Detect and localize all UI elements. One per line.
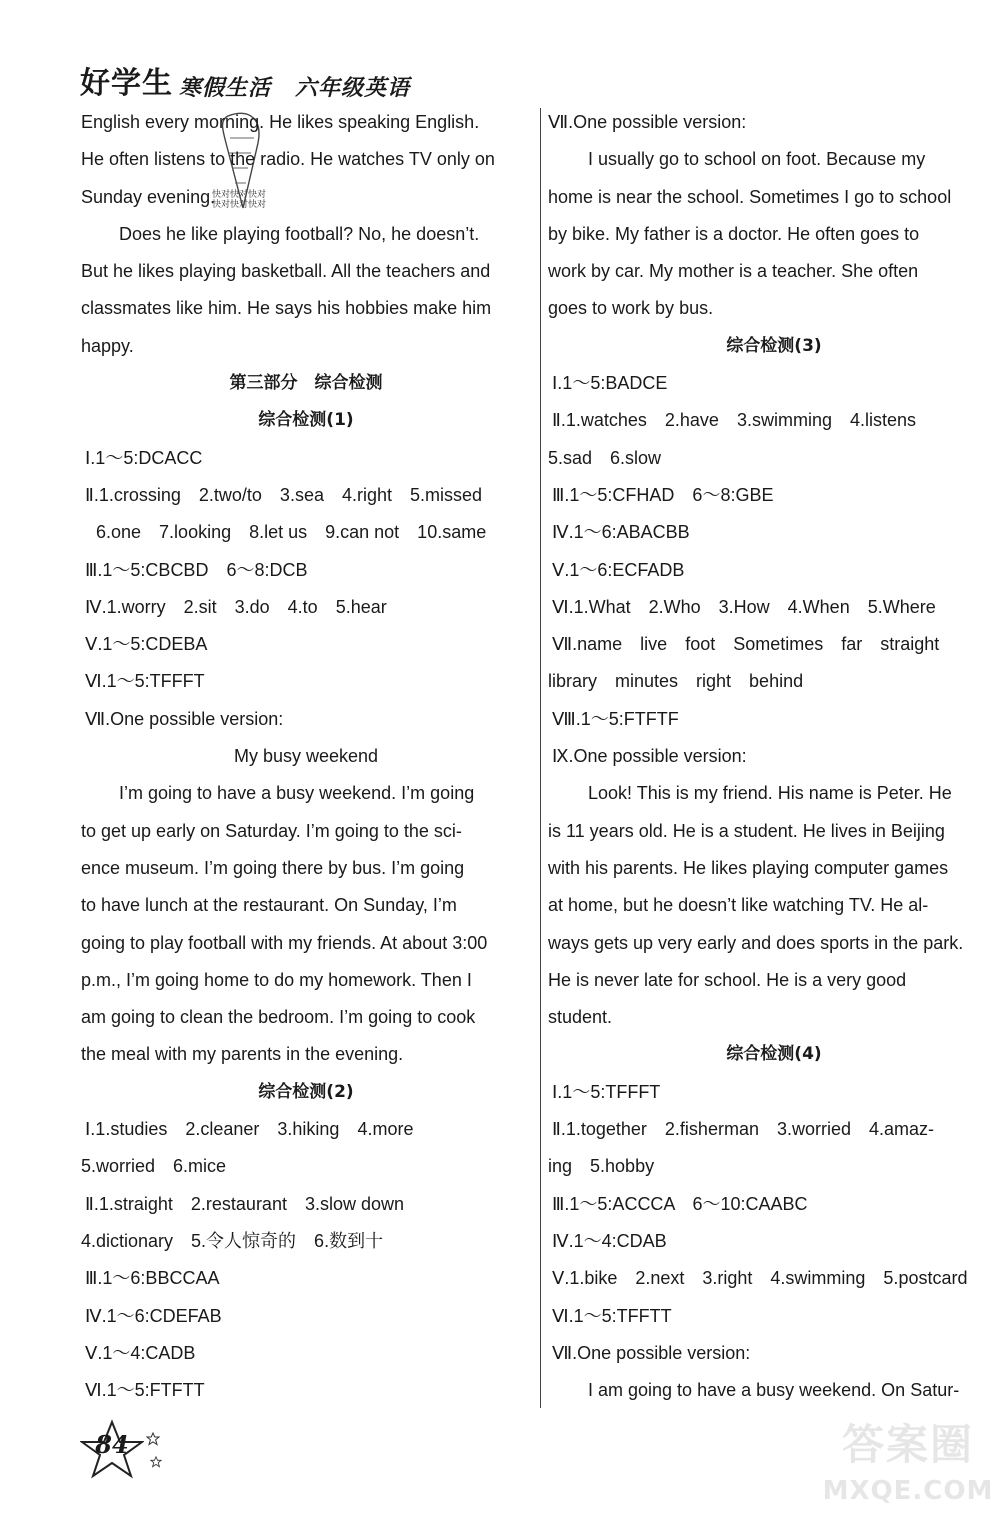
text-line: classmates like him. He says his hobbies make him: [81, 298, 492, 319]
text-line: Sunday evening.: [81, 186, 216, 207]
watermark-logo: 答案圈 MXQE.COM: [822, 1420, 994, 1506]
answer-line: Ⅱ.1.together 2.fisherman 3.worried 4.amaz-: [552, 1119, 935, 1140]
answer-line: library minutes right behind: [548, 671, 804, 692]
essay-line: home is near the school. Sometimes I go to school: [548, 186, 952, 207]
essay-line: the meal with my parents in the evening.: [81, 1044, 404, 1065]
text-line: But he likes playing basketball. All the teachers and: [81, 261, 491, 282]
essay-line: to have lunch at the restaurant. On Sunday, I’m: [81, 895, 457, 916]
page-header: [80, 62, 410, 102]
small-star-icon: [150, 1456, 162, 1468]
answer-line: 5.sad 6.slow: [548, 447, 662, 468]
answer-line: ing 5.hobby: [548, 1156, 655, 1177]
essay-line: work by car. My mother is a teacher. She often: [548, 261, 919, 282]
answer-line: Ⅱ.1.crossing 2.two/to 3.sea 4.right 5.missed: [85, 484, 483, 505]
section-heading: 综合检测(3): [726, 335, 822, 356]
answer-line: Ⅲ.1～5:CBCBD 6～8:DCB: [85, 559, 308, 580]
right-column: [548, 104, 1000, 1409]
essay-line: ways gets up very early and does sports in the park.: [548, 932, 964, 953]
answer-line: Ⅲ.1～6:BBCCAA: [85, 1268, 220, 1289]
subject-title: 六年级英语: [295, 75, 411, 101]
answer-line: Ⅰ.1.studies 2.cleaner 3.hiking 4.more: [85, 1119, 414, 1140]
essay-line: going to play football with my friends. At about 3:00: [81, 932, 488, 953]
left-column: [81, 104, 531, 1409]
essay-line: ence museum. I’m going there by bus. I’m going: [81, 857, 465, 878]
answer-line: Ⅰ.1～5:BADCE: [552, 373, 668, 394]
answer-line: Ⅷ.1～5:FTFTF: [552, 708, 679, 729]
answer-line: 5.worried 6.mice: [81, 1156, 227, 1177]
essay-line: I’m going to have a busy weekend. I’m going: [119, 783, 475, 804]
essay-line: am going to clean the bedroom. I’m going to cook: [81, 1007, 476, 1028]
answer-line: Ⅸ.One possible version:: [552, 746, 747, 767]
small-star-icon: [146, 1432, 160, 1446]
answer-line: Ⅴ.1～6:ECFADB: [552, 559, 685, 580]
essay-title: My busy weekend: [233, 746, 379, 767]
essay-line: I am going to have a busy weekend. On Satur-: [588, 1380, 960, 1401]
part-heading: 第三部分 综合检测: [229, 373, 383, 394]
essay-line: student.: [548, 1007, 613, 1028]
answer-line: Ⅰ.1～5:TFFFT: [552, 1081, 661, 1102]
answer-line: Ⅲ.1～5:ACCCA 6～10:CAABC: [552, 1193, 808, 1214]
essay-line: Look! This is my friend. His name is Peter. He: [588, 783, 952, 804]
answer-line: Ⅶ.One possible version:: [552, 1342, 751, 1363]
answer-line: Ⅲ.1～5:CFHAD 6～8:GBE: [552, 484, 774, 505]
stamp-text: 快对快对快对 快对快对快对: [212, 190, 267, 210]
essay-line: p.m., I’m going home to do my homework. Then I: [81, 969, 472, 990]
page-number-badge: [80, 1418, 144, 1482]
series-title: 寒假生活: [179, 75, 272, 101]
essay-line: I usually go to school on foot. Because my: [588, 149, 926, 170]
answer-line: Ⅱ.1.watches 2.have 3.swimming 4.listens: [552, 410, 916, 431]
answer-line: Ⅶ.One possible version:: [548, 112, 747, 132]
answer-line: Ⅴ.1～4:CADB: [85, 1342, 196, 1363]
text-line: Does he like playing football? No, he doesn’t.: [119, 223, 480, 244]
section-heading: 综合检测(1): [258, 410, 354, 431]
answer-line: Ⅴ.1～5:CDEBA: [85, 634, 208, 655]
essay-line: with his parents. He likes playing computer games: [548, 857, 949, 878]
essay-line: at home, but he doesn’t like watching TV. He al-: [548, 895, 929, 916]
column-divider: [540, 108, 541, 1408]
answer-line: Ⅵ.1.What 2.Who 3.How 4.When 5.Where: [552, 596, 936, 617]
text-line: He often listens to the radio. He watches TV only on: [81, 149, 495, 170]
essay-line: goes to work by bus.: [548, 298, 714, 319]
answer-line: Ⅵ.1～5:TFFFT: [85, 671, 205, 692]
essay-line: to get up early on Saturday. I’m going to the sci-: [81, 820, 462, 841]
answer-line: Ⅳ.1～6:CDEFAB: [85, 1305, 222, 1326]
essay-line: by bike. My father is a doctor. He often goes to: [548, 223, 920, 244]
answer-line: Ⅳ.1.worry 2.sit 3.do 4.to 5.hear: [85, 596, 387, 617]
answer-line: Ⅰ.1～5:DCACC: [85, 447, 203, 468]
answer-line: Ⅶ.name live foot Sometimes far straight: [552, 634, 940, 655]
answer-line: Ⅶ.One possible version:: [85, 708, 284, 729]
essay-line: He is never late for school. He is a very good: [548, 969, 907, 990]
text-line: happy.: [81, 335, 134, 356]
answer-line: Ⅳ.1～4:CDAB: [552, 1230, 667, 1251]
brand-title: 好学生: [80, 66, 173, 101]
page-number: 84: [95, 1430, 129, 1459]
section-heading: 综合检测(4): [726, 1044, 822, 1065]
answer-line: Ⅳ.1～6:ABACBB: [552, 522, 690, 543]
answer-line: Ⅵ.1～5:TFFTT: [552, 1305, 672, 1326]
answer-line: 4.dictionary 5.令人惊奇的 6.数到十: [81, 1230, 384, 1251]
answer-line: Ⅱ.1.straight 2.restaurant 3.slow down: [85, 1193, 405, 1214]
answer-line: Ⅵ.1～5:FTFTT: [85, 1380, 205, 1401]
answer-line: 6.one 7.looking 8.let us 9.can not 10.same: [96, 522, 487, 543]
essay-line: is 11 years old. He is a student. He lives in Beijing: [548, 820, 945, 841]
answer-line: Ⅴ.1.bike 2.next 3.right 4.swimming 5.postcard: [552, 1268, 968, 1289]
text-line: English every morning. He likes speaking English.: [81, 112, 480, 132]
section-heading: 综合检测(2): [258, 1081, 354, 1102]
